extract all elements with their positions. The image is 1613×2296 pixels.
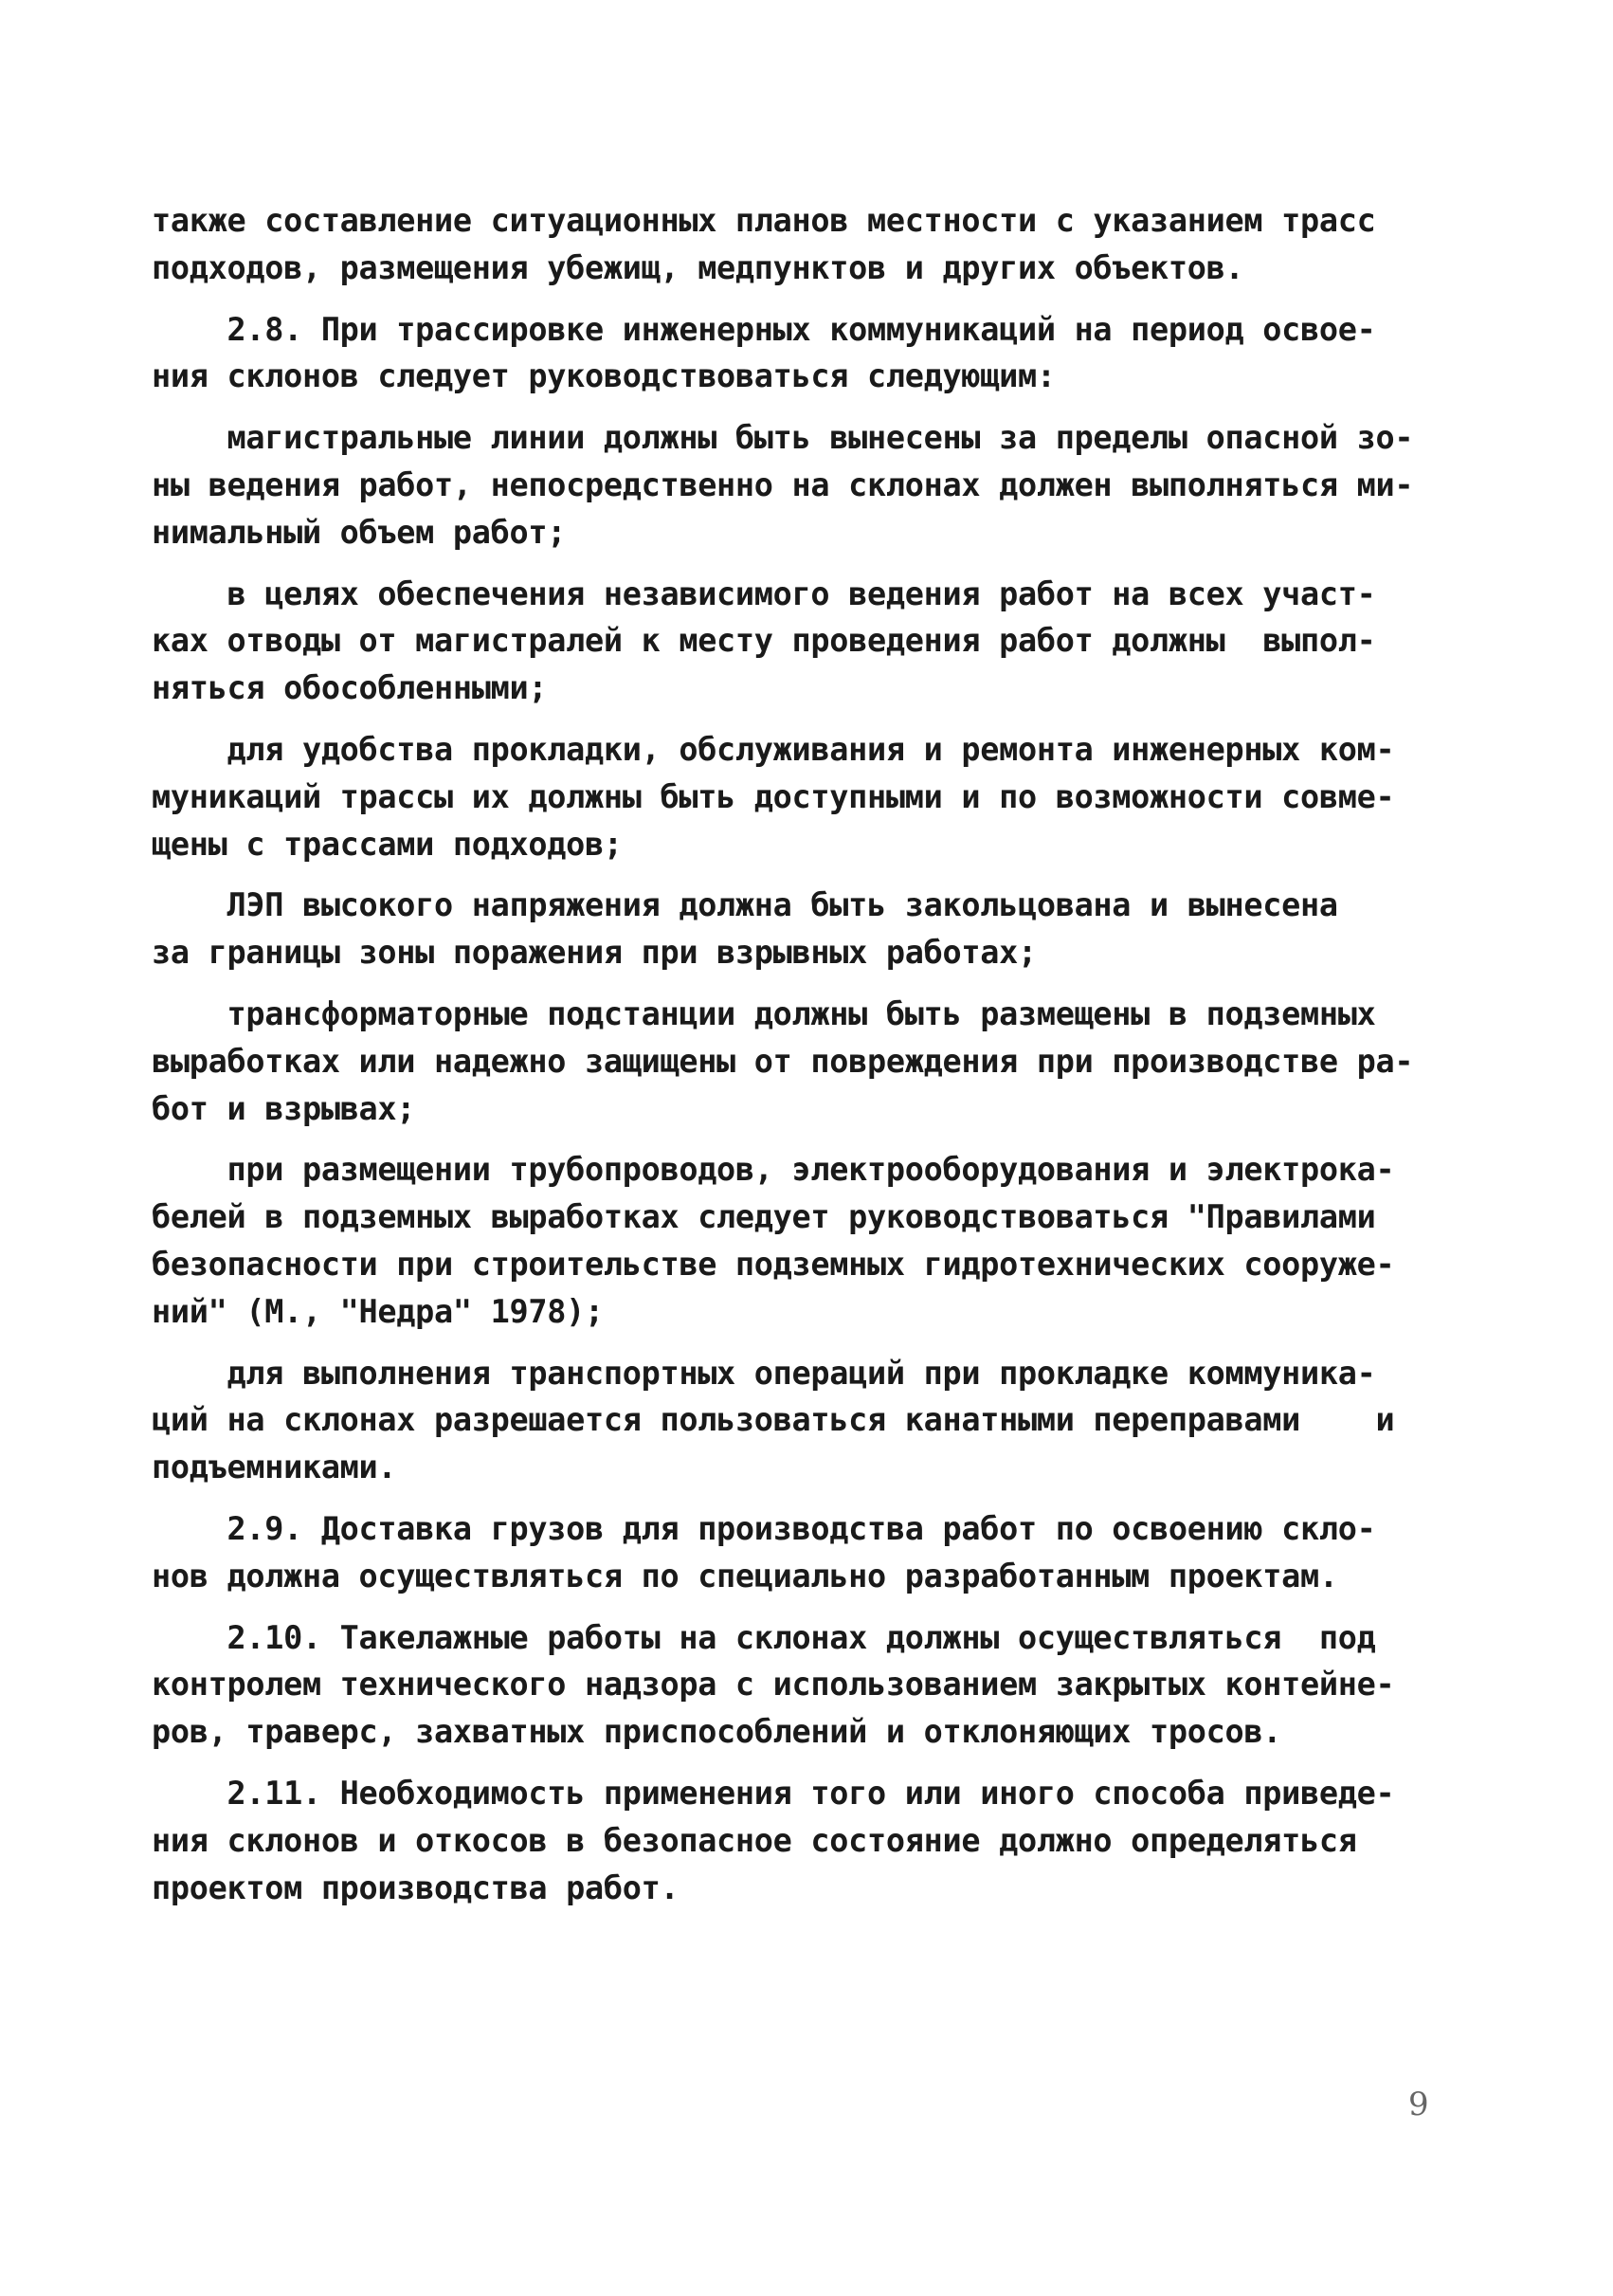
page-number: 9 [1408,2086,1429,2123]
text-line: ния склонов и откосов в безопасное состояние должно определяться [152,1821,1357,1859]
paragraph [152,1350,1459,1491]
text-line: 2.10. Такелажные работы на склонах должны осуществляться под [152,1618,1376,1656]
text-line: ках отводы от магистралей к месту проведения работ должны выпол- [152,622,1376,660]
paragraph [152,306,1459,401]
paragraph [152,1770,1459,1911]
text-line: 2.8. При трассировке инженерных коммуникаций на период освое- [152,310,1376,348]
paragraph-gap [152,976,1459,991]
text-line: ны ведения работ, непосредственно на склонах должен выполняться ми- [152,465,1414,503]
paragraph-gap [152,1132,1459,1146]
text-line: для удобства прокладки, обслуживания и ремонта инженерных ком- [152,730,1395,768]
paragraph [152,1505,1459,1600]
paragraph-gap [152,712,1459,726]
paragraph-gap [152,867,1459,882]
text-line: для выполнения транспортных операций при прокладке коммуника- [152,1354,1376,1392]
text-line: муникаций трассы их должны быть доступными и по возможности совме- [152,777,1395,815]
body-text [152,197,1459,1911]
paragraph-gap [152,1491,1459,1505]
paragraph [152,991,1459,1132]
text-line: безопасности при строительстве подземных гидротехнических сооруже- [152,1245,1395,1283]
text-line: ний" (М., "Недра" 1978); [152,1292,604,1330]
paragraph [152,882,1459,976]
paragraph [152,197,1459,292]
text-line: выработках или надежно защищены от повреждения при производстве ра- [152,1042,1414,1080]
paragraph [152,1146,1459,1335]
text-line: в целях обеспечения независимого ведения работ на всех участ- [152,574,1376,612]
text-line: подъемниками. [152,1449,397,1486]
text-line: контролем технического надзора с использованием закрытых контейне- [152,1666,1395,1704]
paragraph [152,1614,1459,1756]
text-line: за границы зоны поражения при взрывных работах; [152,934,1037,972]
paragraph-gap [152,1336,1459,1350]
text-line: ЛЭП высокого напряжения должна быть закольцована и вынесена [152,886,1338,924]
text-line: магистральные линии должны быть вынесены за пределы опасной зо- [152,419,1414,457]
text-line: няться обособленными; [152,669,548,707]
text-line: бот и взрывах; [152,1089,416,1127]
text-line: проектом производства работ. [152,1868,680,1906]
text-line: нов должна осуществляться по специально разработанным проектам. [152,1557,1338,1594]
paragraph [152,726,1459,867]
text-line: подходов, размещения убежищ, медпунктов и других объектов. [152,248,1244,286]
paragraph-gap [152,292,1459,306]
paragraph [152,571,1459,712]
text-line: ров, траверс, захватных приспособлений и отклоняющих тросов. [152,1713,1282,1751]
text-line: также составление ситуационных планов местности с указанием трасс [152,202,1376,239]
text-line: при размещении трубопроводов, электрооборудования и электрока- [152,1151,1395,1189]
text-line: нимальный объем работ; [152,513,567,551]
text-line: ций на склонах разрешается пользоваться канатными переправами и [152,1401,1395,1439]
text-line: 2.11. Необходимость применения того или иного способа приведе- [152,1774,1395,1812]
paragraph-gap [152,400,1459,414]
paragraph [152,414,1459,556]
text-line: белей в подземных выработках следует руководствоваться "Правилами [152,1198,1376,1236]
text-line: щены с трассами подходов; [152,825,623,863]
text-line: 2.9. Доставка грузов для производства работ по освоению скло- [152,1509,1376,1547]
paragraph-gap [152,556,1459,571]
paragraph-gap [152,1600,1459,1614]
paragraph-gap [152,1756,1459,1770]
text-line: трансформаторные подстанции должны быть размещены в подземных [152,994,1376,1032]
text-line: ния склонов следует руководствоваться следующим: [152,357,1056,395]
